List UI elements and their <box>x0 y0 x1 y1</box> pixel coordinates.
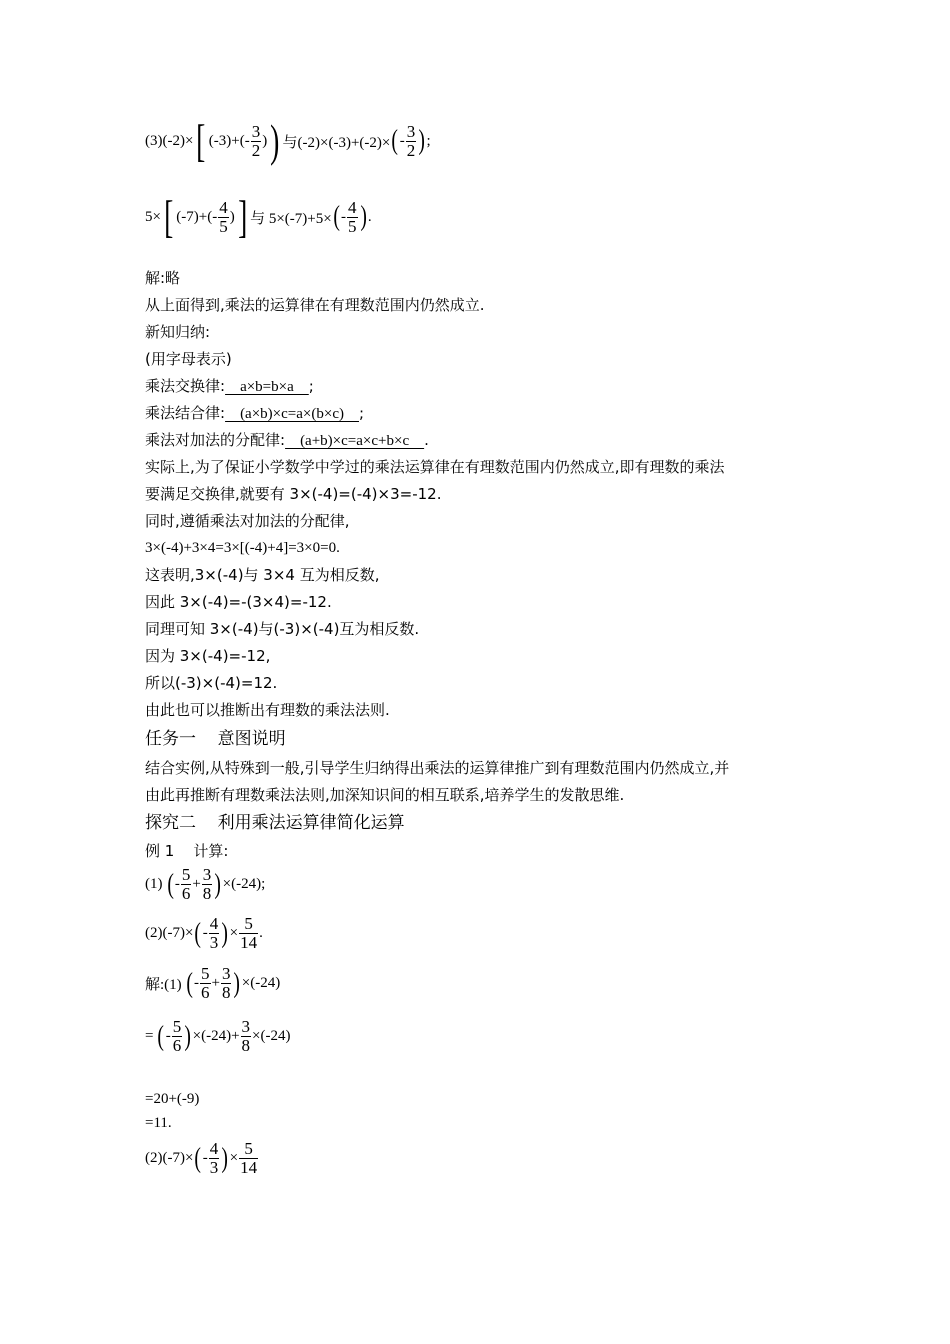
expression-3: (3)(-2)× [ (-3)+(- $\frac{3}{2}$ ) ) 与(-2)×(-3)+(-2)× ( - $\frac{3}{2}$ ) ; <box>145 115 431 166</box>
solution-1: 解:(1) ( - $\frac{5}{6}$ + $\frac{3}{8}$ ) ×(-24) <box>145 964 281 1002</box>
paragraph: 实际上,为了保证小学数学中学过的乘法运算律在有理数范围内仍然成立,即有理数的乘法 <box>145 458 725 476</box>
paragraph: 从上面得到,乘法的运算律在有理数范围内仍然成立. <box>145 296 485 314</box>
solution-omitted: 解:略 <box>145 269 181 287</box>
fraction: $\frac{4}{5}$ <box>348 197 357 236</box>
fraction: $\frac{5}{14}$ <box>240 1139 258 1177</box>
paragraph: 结合实例,从特殊到一般,引导学生归纳得出乘法的运算律推广到有理数范围内仍然成立,并 <box>145 759 730 777</box>
answer-blank: (a×b)×c=a×(b×c) <box>225 406 359 422</box>
example-label: 例 1 计算: <box>145 842 229 860</box>
paragraph: 因此 3×(-4)=-(3×4)=-12. <box>145 593 332 611</box>
paragraph: 同时,遵循乘法对加法的分配律, <box>145 512 350 530</box>
section-heading: 探究二 利用乘法运算律简化运算 <box>145 813 405 833</box>
expr5-a: (-7)+(- <box>176 208 218 225</box>
fraction: $\frac{3}{8}$ <box>221 964 231 1002</box>
paragraph: 因为 3×(-4)=-12, <box>145 647 271 665</box>
fraction: $\frac{5}{6}$ <box>201 964 210 1002</box>
paragraph: 由此也可以推断出有理数的乘法法则. <box>145 701 390 719</box>
fraction: $\frac{3}{8}$ <box>241 1017 251 1055</box>
commutative-law: 乘法交换律: a×b=b×a ; <box>145 377 314 395</box>
example-2: (2)(-7)× ( - $\frac{4}{3}$ ) × $\frac{5}{14}$ . <box>145 914 263 952</box>
solution-step-1: = ( - $\frac{5}{6}$ ) ×(-24)+ $\frac{3}{8}$ ×(-24) <box>145 1017 291 1055</box>
expr5-mid: 与 5×(-7)+5× <box>250 210 332 227</box>
fraction: $\frac{3}{8}$ <box>202 865 212 903</box>
paragraph: (用字母表示) <box>145 350 232 368</box>
right-bracket: ) <box>270 115 280 166</box>
example-1: (1) ( - $\frac{5}{6}$ + $\frac{3}{8}$ ) ×(-24); <box>145 865 266 903</box>
fraction: $\frac{5}{6}$ <box>172 1017 182 1055</box>
left-bracket: [ <box>164 191 174 242</box>
fraction: $\frac{3}{2}$ <box>251 121 261 160</box>
right-bracket: ] <box>237 191 247 242</box>
answer-blank: a×b=b×a <box>225 379 309 395</box>
distributive-law: 乘法对加法的分配律: (a+b)×c=a×c+b×c . <box>145 431 429 449</box>
fraction: $\frac{4}{3}$ <box>209 1139 219 1177</box>
solution-2: (2)(-7)× ( - $\frac{4}{3}$ ) × $\frac{5}{14}$ <box>145 1139 258 1177</box>
paragraph: 要满足交换律,就要有 3×(-4)=(-4)×3=-12. <box>145 485 442 503</box>
fraction: $\frac{3}{2}$ <box>406 121 416 160</box>
equation: 3×(-4)+3×4=3×[(-4)+4]=3×0=0. <box>145 540 340 556</box>
task-heading: 任务一 意图说明 <box>145 729 286 749</box>
paragraph: 这表明,3×(-4)与 3×4 互为相反数, <box>145 566 380 584</box>
answer-blank: (a+b)×c=a×c+b×c <box>285 433 425 449</box>
fraction: $\frac{5}{6}$ <box>181 865 191 903</box>
expr5-prefix: 5× <box>145 208 161 225</box>
left-bracket: [ <box>196 115 206 166</box>
associative-law: 乘法结合律: (a×b)×c=a×(b×c) ; <box>145 404 365 422</box>
expr3-a: (-3)+(- <box>208 132 250 149</box>
paragraph: 由此再推断有理数乘法法则,加深知识间的相互联系,培养学生的发散思维. <box>145 786 625 804</box>
fraction: $\frac{4}{5}$ <box>219 197 228 236</box>
solution-step-2: =20+(-9) <box>145 1091 200 1107</box>
paragraph: 所以(-3)×(-4)=12. <box>145 674 278 692</box>
expr3-prefix: (3)(-2)× <box>145 132 194 149</box>
expr3-mid: 与(-2)×(-3)+(-2)× <box>282 134 391 151</box>
solution-step-3: =11. <box>145 1115 172 1131</box>
fraction: $\frac{5}{14}$ <box>240 914 258 952</box>
heading-new-knowledge: 新知归纳: <box>145 323 211 341</box>
fraction: $\frac{4}{3}$ <box>209 914 219 952</box>
expression-5: 5× [ (-7)+(- $\frac{4}{5}$ ) ] 与 5×(-7)+5× ( - $\frac{4}{5}$ ) . <box>145 191 372 242</box>
paragraph: 同理可知 3×(-4)与(-3)×(-4)互为相反数. <box>145 620 420 638</box>
